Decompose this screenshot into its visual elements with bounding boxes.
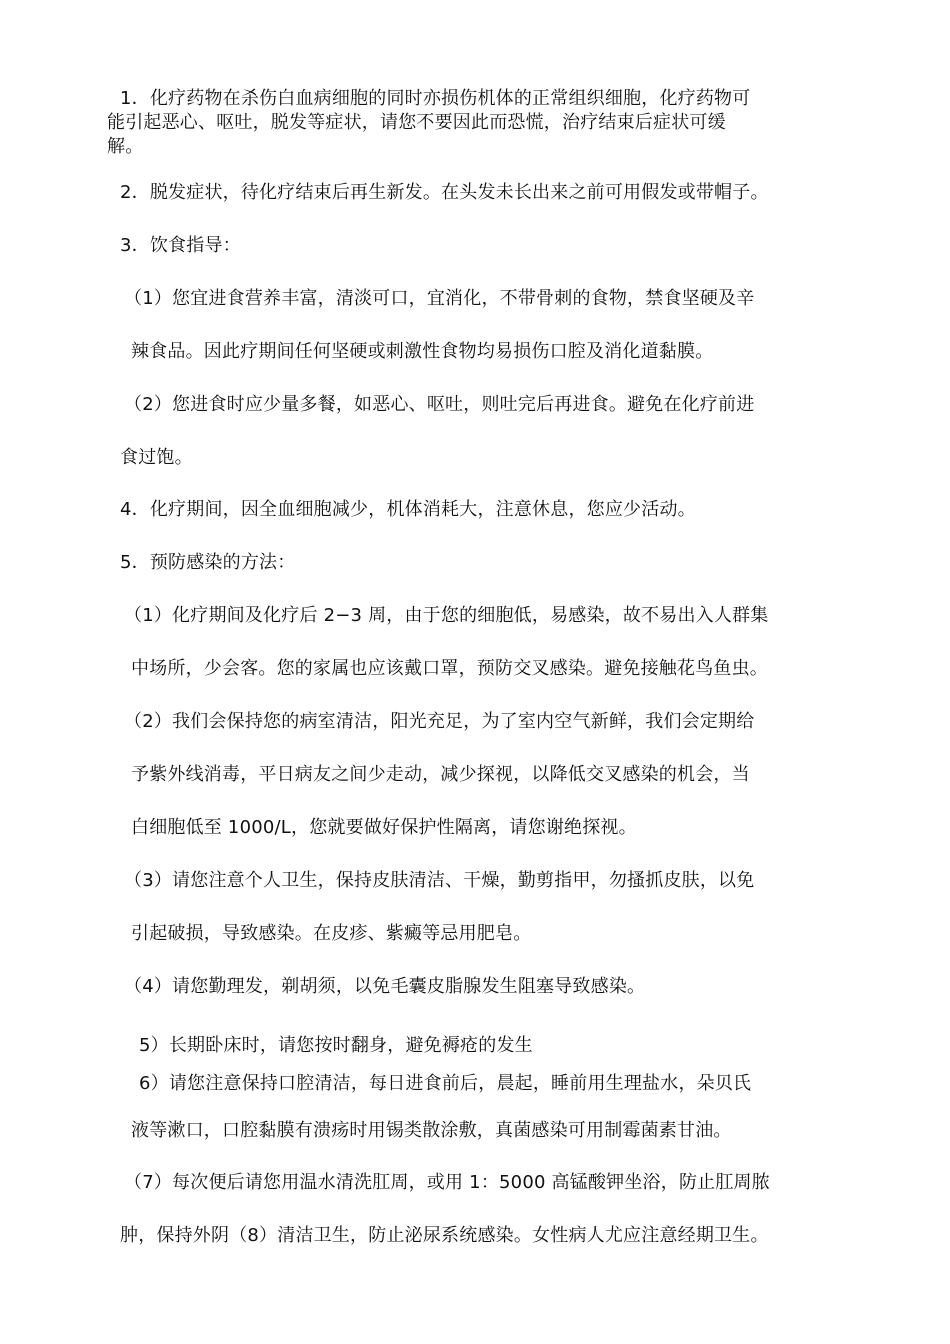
diet-point-2-line-1: （2）您进食时应少量多餐，如恶心、呕吐，则吐完后再进食。避免在化疗前进 — [124, 394, 755, 415]
diet-point-1-line-1: （1）您宜进食营养丰富，清淡可口，宜消化，不带骨刺的食物，禁食坚硬及辛 — [124, 288, 755, 309]
item-1-line-3: 解。 — [107, 136, 144, 157]
infection-point-3-line-1: （3）请您注意个人卫生，保持皮肤清洁、干燥，勤剪指甲，勿搔抓皮肤，以免 — [124, 870, 755, 891]
infection-point-2-line-2: 予紫外线消毒，平日病友之间少走动，减少探视，以降低交叉感染的机会，当 — [131, 764, 750, 785]
infection-point-2-line-1: （2）我们会保持您的病室清洁，阳光充足，为了室内空气新鲜，我们会定期给 — [124, 711, 755, 732]
diet-point-2-line-2: 食过饱。 — [120, 447, 193, 468]
item-2: 2．脱发症状，待化疗结束后再生新发。在头发未长出来之前可用假发或带帽子。 — [120, 182, 769, 203]
item-4: 4．化疗期间，因全血细胞减少，机体消耗大，注意休息，您应少活动。 — [120, 499, 696, 520]
infection-point-2-line-3: 白细胞低至 1000/L，您就要做好保护性隔离，请您谢绝探视。 — [131, 817, 637, 838]
infection-point-7-line-2: 肿，保持外阴（8）清洁卫生，防止泌尿系统感染。女性病人尤应注意经期卫生。 — [120, 1225, 769, 1246]
section-diet-heading: 3．饮食指导： — [120, 235, 241, 256]
infection-point-6-line-2: 液等漱口，口腔黏膜有溃疡时用锡类散涂敷，真菌感染可用制霉菌素甘油。 — [131, 1120, 732, 1141]
section-infection-heading: 5．预防感染的方法： — [120, 552, 296, 573]
infection-point-6-line-1: 6）请您注意保持口腔清洁，每日进食前后，晨起，睡前用生理盐水，朵贝氏 — [139, 1073, 752, 1094]
diet-point-1-line-2: 辣食品。因此疗期间任何坚硬或刺激性食物均易损伤口腔及消化道黏膜。 — [131, 341, 714, 362]
infection-point-7-line-1: （7）每次便后请您用温水清洗肛周，或用 1：5000 高锰酸钾坐浴，防止肛周脓 — [124, 1172, 770, 1193]
infection-point-1-line-2: 中场所，少会客。您的家属也应该戴口罩，预防交叉感染。避免接触花鸟鱼虫。 — [131, 658, 768, 679]
infection-point-1-line-1: （1）化疗期间及化疗后 2−3 周，由于您的细胞低，易感染，故不易出入人群集 — [124, 605, 769, 626]
item-1-line-1: 1．化疗药物在杀伤白血病细胞的同时亦损伤机体的正常组织细胞，化疗药物可 — [120, 88, 751, 109]
item-1-line-2: 能引起恶心、呕吐，脱发等症状，请您不要因此而恐慌，治疗结束后症状可缓 — [107, 112, 726, 133]
infection-point-5: 5）长期卧床时，请您按时翻身，避免褥疮的发生 — [139, 1035, 533, 1056]
infection-point-3-line-2: 引起破损，导致感染。在皮疹、紫癜等忌用肥皂。 — [131, 923, 532, 944]
infection-point-4: （4）请您勤理发，剃胡须，以免毛囊皮脂腺发生阻塞导致感染。 — [124, 976, 646, 997]
